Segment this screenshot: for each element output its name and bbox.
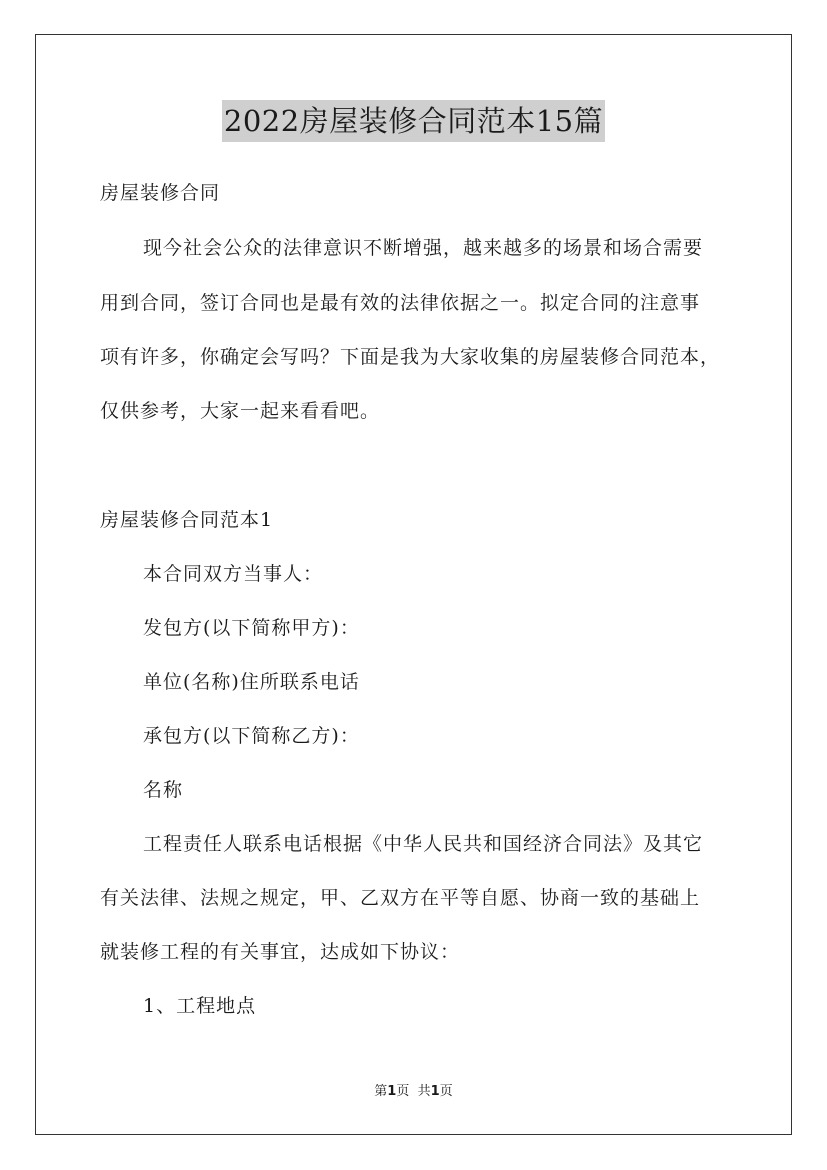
sample-heading: 房屋装修合同范本1 (100, 509, 274, 531)
footer-total-prefix: 共 (417, 1084, 431, 1099)
basis-line-3: 就装修工程的有关事宜，达成如下协议： (100, 941, 461, 963)
party-line-5: 名称 (143, 779, 184, 801)
footer-page-number: 1 (387, 1084, 397, 1099)
clause-1: 1、工程地点 (143, 995, 257, 1017)
footer-total-pages: 1 (430, 1084, 440, 1099)
footer-total-suffix: 页 (439, 1084, 453, 1099)
section-heading: 房屋装修合同 (100, 182, 221, 204)
page-footer (0, 1083, 827, 1101)
party-line-4: 承包方(以下简称乙方)： (143, 725, 360, 747)
intro-line-3: 项有许多，你确定会写吗？下面是我为大家收集的房屋装修合同范本， (100, 346, 721, 368)
party-line-3: 单位(名称)住所联系电话 (143, 671, 360, 693)
intro-line-1: 现今社会公众的法律意识不断增强，越来越多的场景和场合需要 (143, 237, 704, 259)
footer-page-suffix: 页 (396, 1084, 410, 1099)
footer-prefix: 第 (374, 1084, 388, 1099)
party-line-1: 本合同双方当事人： (143, 563, 324, 585)
basis-line-2: 有关法律、法规之规定，甲、乙双方在平等自愿、协商一致的基础上 (100, 887, 701, 909)
intro-line-2: 用到合同，签订合同也是最有效的法律依据之一。拟定合同的注意事 (100, 292, 701, 314)
party-line-2: 发包方(以下简称甲方)： (143, 617, 360, 639)
title-container (0, 100, 827, 142)
basis-line-1: 工程责任人联系电话根据《中华人民共和国经济合同法》及其它 (143, 833, 704, 855)
document-title: 2022房屋装修合同范本15篇 (222, 100, 605, 142)
intro-line-4: 仅供参考，大家一起来看看吧。 (100, 400, 381, 422)
